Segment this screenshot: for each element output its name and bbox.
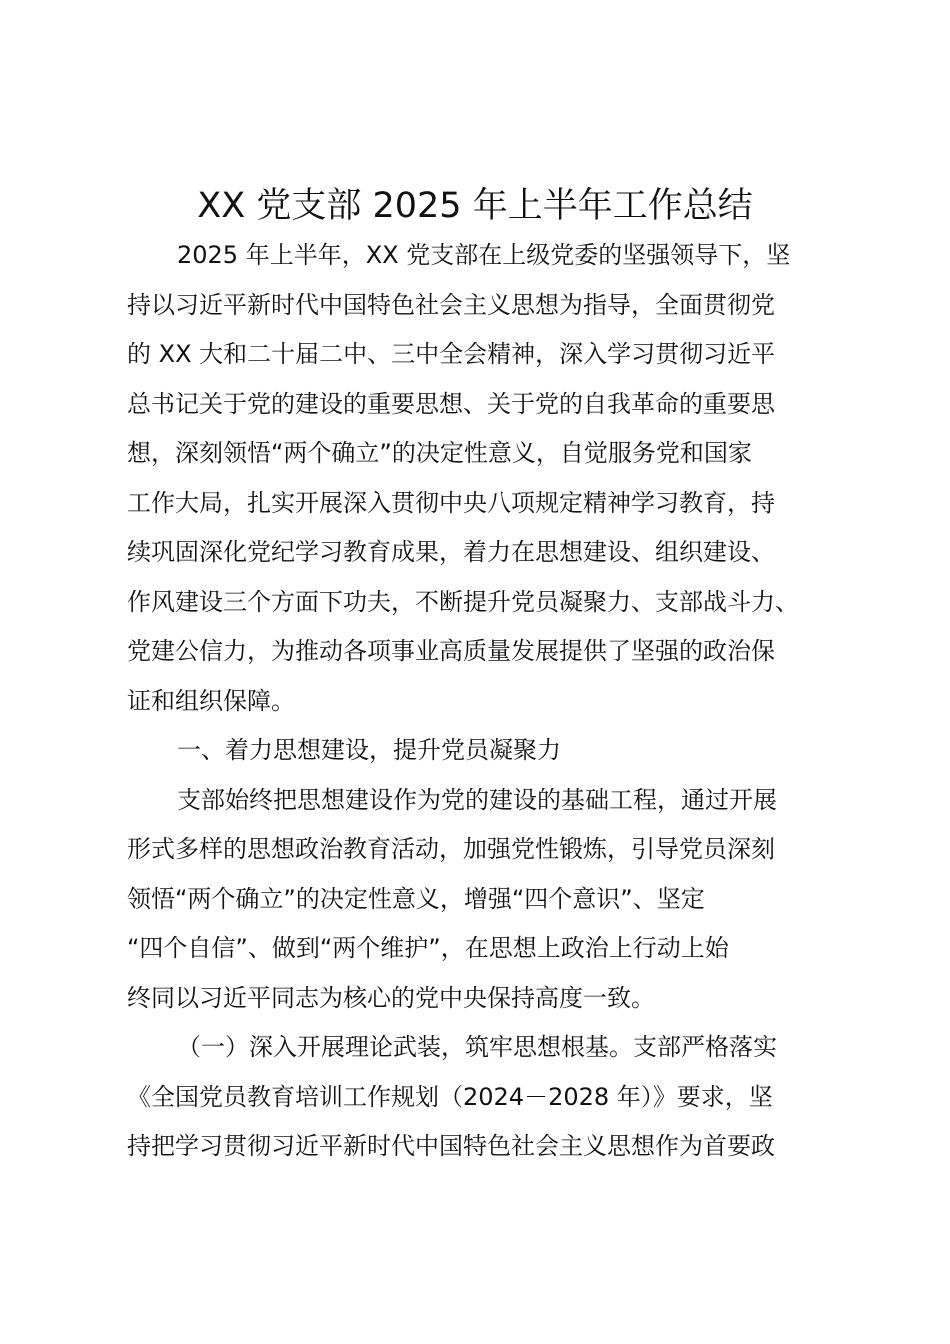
paragraph-section-1 [127,776,837,1024]
paragraph-line: 证和组织保障。 [127,686,295,715]
paragraph-line: 总书记关于党的建设的重要思想、关于党的自我革命的重要思 [127,389,775,418]
paragraph-subsection-1 [127,1023,837,1172]
paragraph-line: （一）深入开展理论武装，筑牢思想根基。支部严格落实 [177,1033,777,1061]
paragraph-line: 形式多样的思想政治教育活动，加强党性锻炼，引导党员深刻 [127,835,775,863]
section-heading [127,726,837,776]
document-body [127,231,837,1172]
paragraph-line: “四个自信”、做到“两个维护”，在思想上政治上行动上始 [127,934,729,962]
paragraph-line: 工作大局，扎实开展深入贯彻中央八项规定精神学习教育，持 [127,488,775,517]
document-title: XX 党支部 2025 年上半年工作总结 [197,186,753,226]
paragraph-line: 领悟“两个确立”的决定性意义，增强“四个意识”、坚定 [127,884,705,913]
paragraph-line: 作风建设三个方面下功夫，不断提升党员凝聚力、支部战斗力、 [127,587,799,616]
paragraph-line: 持把学习贯彻习近平新时代中国特色社会主义思想作为首要政 [127,1132,775,1160]
section-heading-text: 一、着力思想建设，提升党员凝聚力 [177,736,561,764]
paragraph-line: 想，深刻领悟“两个确立”的决定性意义，自觉服务党和国家 [127,439,752,467]
paragraph-line: 的 XX 大和二十届二中、三中全会精神，深入学习贯彻习近平 [127,340,776,368]
paragraph-line: 持以习近平新时代中国特色社会主义思想为指导，全面贯彻党 [127,290,775,319]
paragraph-line: 支部始终把思想建设作为党的建设的基础工程，通过开展 [177,785,777,814]
paragraph-line: 党建公信力，为推动各项事业高质量发展提供了坚强的政治保 [127,637,775,665]
paragraph-line: 《全国党员教育培训工作规划（2024－2028 年）》要求，坚 [127,1082,773,1111]
paragraph-line: 续巩固深化党纪学习教育成果，着力在思想建设、组织建设、 [127,538,775,566]
paragraph-line: 终同以习近平同志为核心的党中央保持高度一致。 [127,983,655,1012]
paragraph-line: 2025 年上半年，XX 党支部在上级党委的坚强领导下，坚 [177,241,791,269]
paragraph-intro [127,231,837,726]
